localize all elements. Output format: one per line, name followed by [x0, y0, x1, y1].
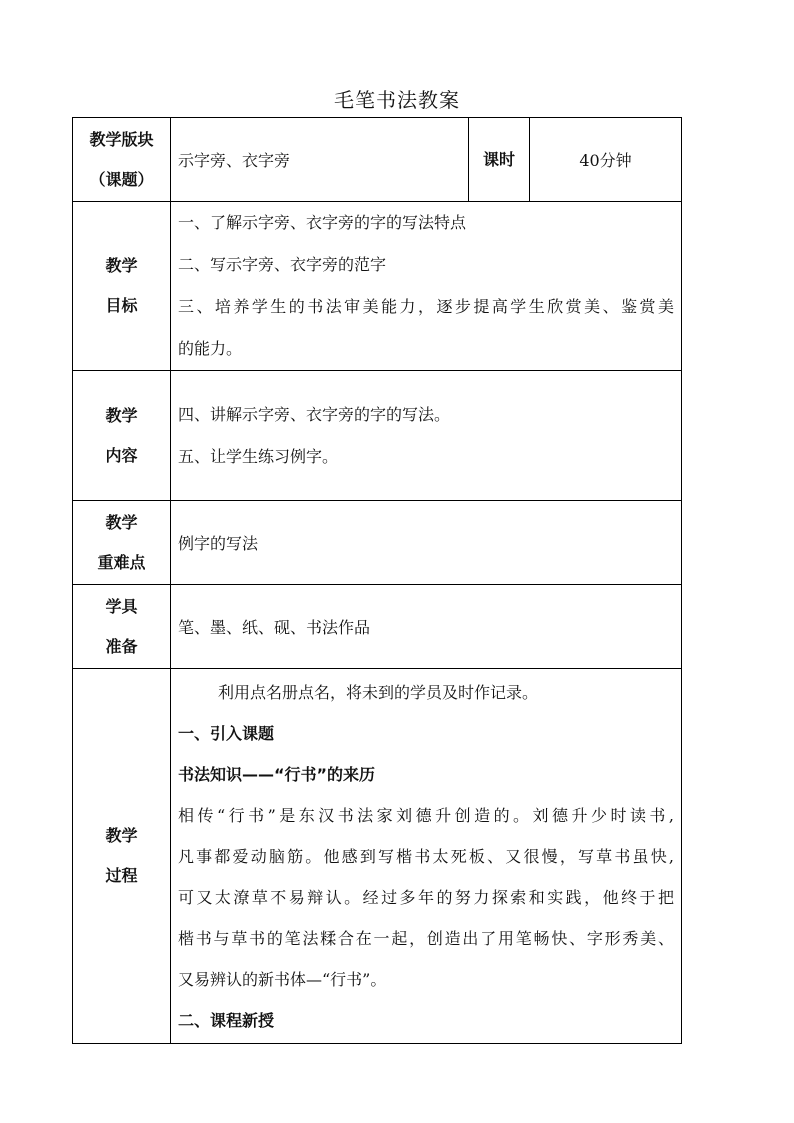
- row-content: [73, 371, 682, 501]
- paragraph-line-3: 可又太潦草不易辩认。经过多年的努力探索和实践，他终于把: [178, 887, 674, 907]
- paragraph-line-5: 又易辨认的新书体—“行书”。: [178, 969, 387, 989]
- period-value: 40分钟: [530, 118, 682, 202]
- goals-label: [73, 202, 171, 371]
- content-cell: [171, 371, 682, 501]
- row-module: [73, 118, 682, 202]
- content-label-line-2: 内容: [105, 445, 138, 465]
- goals-label-line-1: 教学: [105, 256, 138, 275]
- content-label: [73, 371, 171, 501]
- difficulty-label: [73, 501, 171, 585]
- lesson-plan-table: [72, 117, 682, 1044]
- module-label-line-1: 教学版块: [89, 129, 154, 149]
- goal-line-4: 的能力。: [178, 339, 243, 358]
- process-content: [171, 669, 682, 1044]
- goal-line-3: 三、培养学生的书法审美能力，逐步提高学生欣赏美、鉴赏美: [178, 297, 674, 316]
- process-section-1: 一、引入课题: [178, 723, 275, 743]
- module-label: [73, 118, 171, 202]
- tools-value: 笔、墨、纸、砚、书法作品: [171, 585, 682, 669]
- period-label: 课时: [469, 118, 530, 202]
- process-section-2: 二、课程新授: [178, 1010, 275, 1030]
- paragraph-line-2: 凡事都爱动脑筋。他感到写楷书太死板、又很慢，写草书虽快,: [178, 846, 674, 866]
- goal-line-2: 二、写示字旁、衣字旁的范字: [178, 255, 387, 274]
- tools-label-line-1: 学具: [105, 596, 138, 616]
- row-goals: [73, 202, 682, 371]
- content-line-2: 五、让学生练习例字。: [178, 446, 339, 466]
- process-intro: 利用点名册点名，将未到的学员及时作记录。: [218, 682, 539, 702]
- page-title: 毛笔书法教案: [334, 88, 460, 112]
- difficulty-label-line-1: 教学: [105, 512, 138, 532]
- process-label-line-1: 教学: [105, 826, 138, 845]
- row-process: [73, 669, 682, 1044]
- row-tools: [73, 585, 682, 669]
- goals-label-line-2: 目标: [105, 296, 138, 315]
- module-value: 示字旁、衣字旁: [171, 118, 469, 202]
- module-label-line-2: （课题）: [89, 169, 154, 189]
- tools-label-line-2: 准备: [105, 636, 138, 656]
- paragraph-line-4: 楷书与草书的笔法糅合在一起，创造出了用笔畅快、字形秀美、: [178, 928, 674, 948]
- difficulty-value: 例字的写法: [171, 501, 682, 585]
- process-label: [73, 669, 171, 1044]
- knowledge-title: 书法知识——“行书”的来历: [178, 764, 376, 784]
- content-label-line-1: 教学: [105, 405, 138, 425]
- goals-content: [171, 202, 682, 371]
- row-difficulty: [73, 501, 682, 585]
- tools-label: [73, 585, 171, 669]
- paragraph-line-1: 相传“行书”是东汉书法家刘德升创造的。刘德升少时读书,: [178, 805, 674, 825]
- goal-line-1: 一、了解示字旁、衣字旁的字的写法特点: [178, 213, 467, 232]
- content-line-1: 四、讲解示字旁、衣字旁的字的写法。: [178, 404, 451, 424]
- difficulty-label-line-2: 重难点: [97, 552, 146, 572]
- process-label-line-2: 过程: [105, 866, 138, 885]
